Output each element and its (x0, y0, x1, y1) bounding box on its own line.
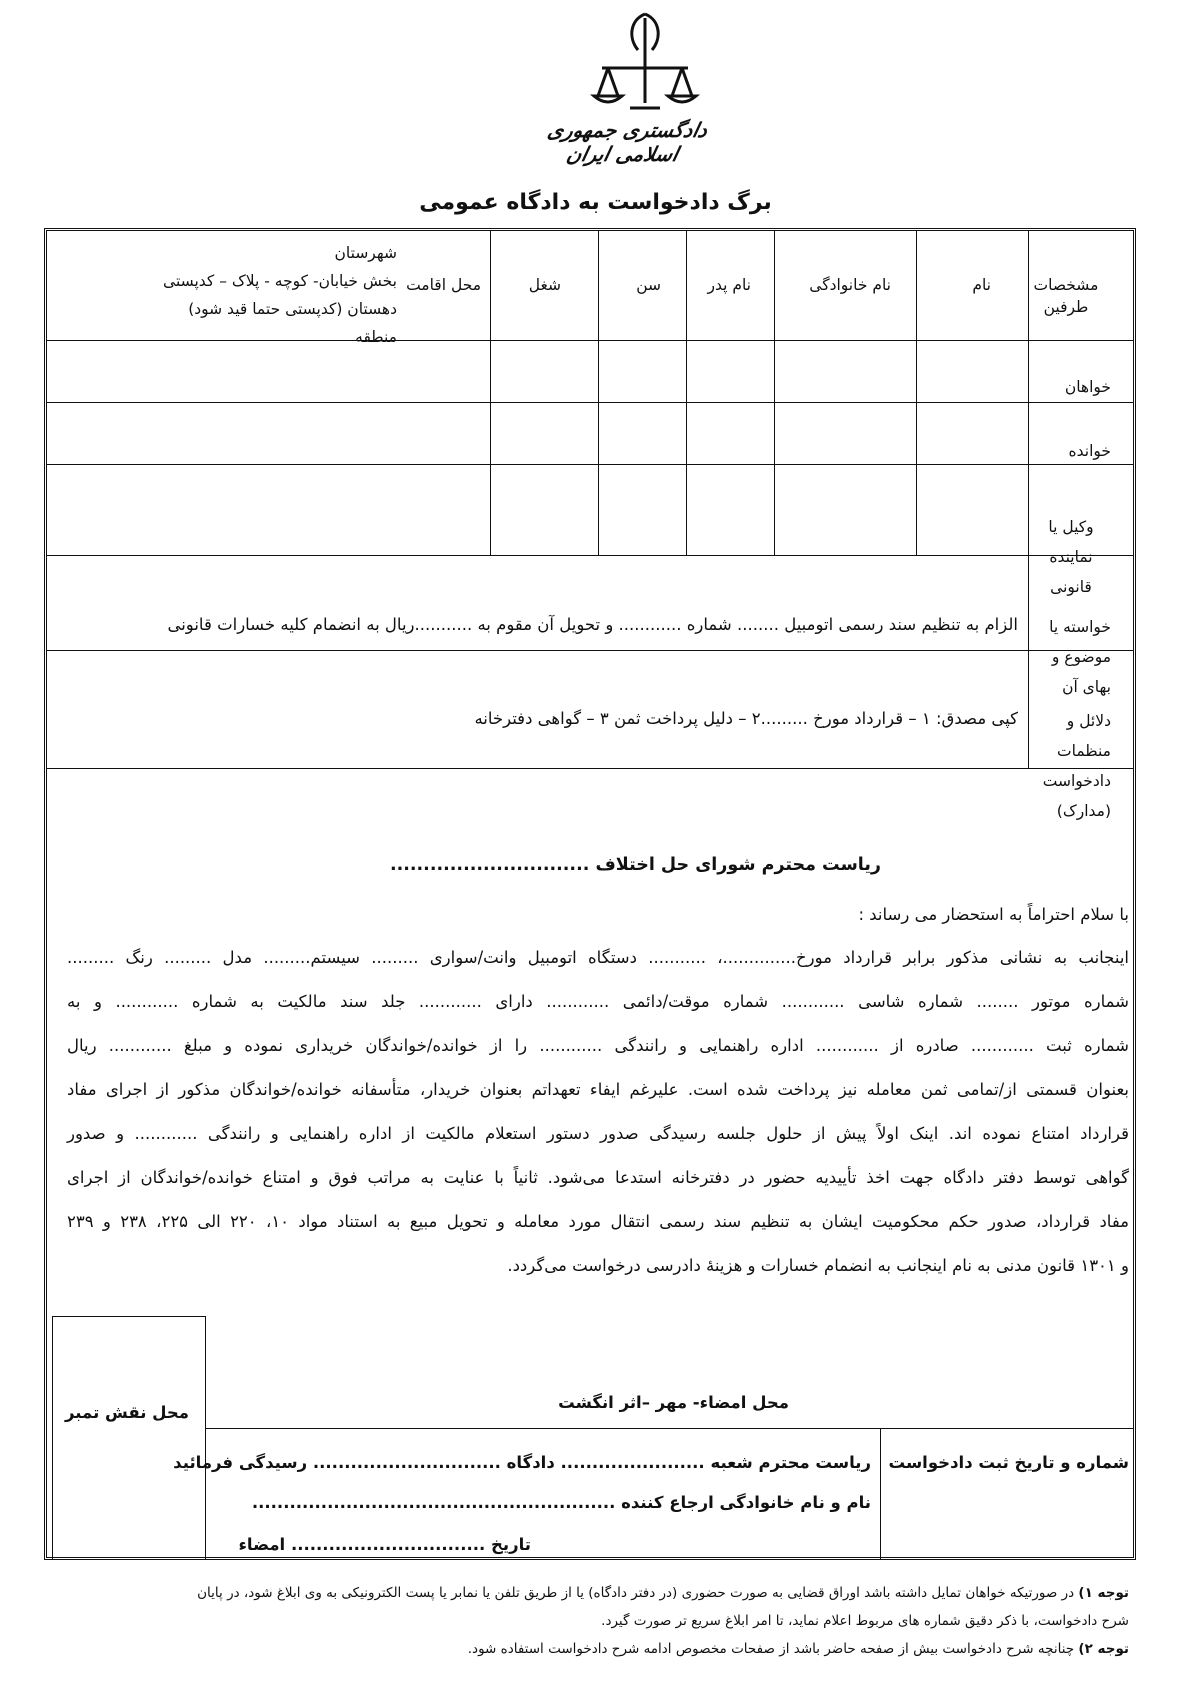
note-1-continued: شرح دادخواست، با ذکر دقیق شماره های مربوط اعلام نماید، تا امر ابلاغ سریع تر صورت گیرد. (601, 1613, 1129, 1629)
evidence-label: دلائل و منظمات دادخواست (مدارک) (1042, 712, 1111, 820)
letter-line: و ۱۳۰۱ قانون مدنی به نام اینجانب به انضمام خسارات و هزینهٔ دادرسی درخواست می‌گردد. (507, 1256, 1129, 1275)
row-divider (47, 464, 1133, 465)
form-title: برگ دادخواست به دادگاه عمومی (419, 190, 772, 215)
row-attorney-label: وکیل یا نماینده قانونی (1048, 518, 1094, 596)
judiciary-scales-emblem-icon (590, 8, 700, 118)
stamp-box-left (52, 1316, 53, 1560)
col-family-label: نام خانوادگی (809, 276, 891, 294)
letter-line: گواهی توسط دفتر دادگاه جهت اخذ تأییدیه حضور در دفترخانه استدعا می‌شود. ثانیاً با عنایت به مراتب فوق و امتناع خوانده/خواندگان از اجرای (67, 1168, 1129, 1187)
col-father-label: نام پدر (707, 276, 751, 294)
letter-line: قرارداد امتناع نموده اند. اینک اولاً پیش از حلول جلسه رسیدگی صدور دستور استعلام مالکیت از اداره راهنمایی و رانندگی ............ و صدور (67, 1124, 1129, 1143)
referral-line-3: تاریخ ............................... امضاء (238, 1535, 531, 1554)
row-divider (47, 650, 1133, 651)
claim-text: الزام به تنظیم سند رسمی اتومبیل ........ شماره ............ و تحویل آن مقوم به ...........ریال به انضمام کلیه خسارات قانونی (167, 615, 1018, 634)
signature-place-label: محل امضاء- مهر –اثر انگشت (558, 1393, 789, 1412)
col-job-label: شغل (528, 276, 561, 294)
letter-line: مفاد قرارداد، صدور حکم محکومیت ایشان به تنظیم سند رسمی انتقال مورد معامله و تحویل مبیع به استناد مواد ۱۰، ۲۲۰ الی ۲۲۵، ۲۳۸ و ۲۳۹ (67, 1212, 1130, 1231)
row-plaintiff-label: خواهان (1064, 378, 1111, 396)
form-frame (44, 228, 1136, 1560)
letter-line: شماره ثبت ............ صادره از ............ اداره راهنمایی و رانندگی ............ را از خوانده/خواندگان خریداری نموده و مبلغ ............ ریال (67, 1036, 1129, 1055)
letter-greeting: با سلام احتراماً به استحضار می رساند : (858, 905, 1129, 924)
registration-label: شماره و تاریخ ثبت دادخواست (888, 1453, 1129, 1472)
row-defendant-label: خوانده (1068, 442, 1111, 460)
note-2-label: توجه ۲) (1078, 1641, 1129, 1657)
stamp-box-right (205, 1316, 206, 1560)
evidence-text: کپی مصدق: ۱ – قرارداد مورخ .........۲ – دلیل پرداخت ثمن ۳ – گواهی دفترخانه (474, 709, 1018, 728)
column-divider (686, 231, 687, 555)
claim-label: خواسته یا موضوع و بهای آن (1049, 618, 1111, 696)
letter-line: بعنوان قسمتی از/تمامی ثمن معامله نیز پرداخت شده است. علیرغم ایفاء تعهداتم بعنوان خریدار، متأسفانه خوانده/خواندگان مذکور از اجرای مفاد (67, 1080, 1129, 1099)
col-name-label: نام (972, 276, 991, 294)
referral-line-1: ریاست محترم شعبه ....................... دادگاه .............................. رسیدگی فرمائید (173, 1453, 871, 1472)
note-2 (468, 1636, 1129, 1662)
letter-address: ریاست محترم شورای حل اختلاف .............................. (389, 855, 881, 875)
column-divider (598, 231, 599, 555)
column-divider (916, 231, 917, 555)
org-name: دادگستری جمهوری اسلامی ایران (545, 118, 710, 166)
col-specs-label: مشخصات طرفین (1033, 276, 1099, 316)
note-1-text: در صورتیکه خواهان تمایل داشته باشد اوراق قضایی به صورت حضوری (در دفتر دادگاه) یا از طریق تلفن یا نمابر یا پست الکترونیکی به وی ابلاغ شود، در پایان (197, 1585, 1079, 1601)
letter-line: شماره موتور ........ شماره شاسی ............ شماره موقت/دائمی ............ دارای ............ جلد سند مالکیت به شماره ............ و به (67, 992, 1129, 1011)
row-divider (47, 402, 1133, 403)
column-divider (774, 231, 775, 555)
registration-divider (880, 1428, 881, 1560)
col-age-label: سن (636, 276, 661, 294)
col-residence-details: شهرستان بخش خیابان- کوچه - پلاک – کدپستی دهستان (کدپستی حتما قید شود) منطقه (163, 244, 397, 346)
stamp-box-top (52, 1316, 206, 1317)
col-residence-label: محل اقامت (406, 276, 481, 294)
letter-line: اینجانب به نشانی مذکور برابر قرارداد مورخ..............، ........... دستگاه اتومبیل وانت/سواری ......... سیستم......... مدل ......... رنگ ......... (67, 948, 1129, 967)
note-1 (197, 1580, 1129, 1606)
referral-line-2: نام و نام خانوادگی ارجاع کننده .......................................................... (251, 1493, 871, 1512)
row-divider (47, 768, 1133, 769)
note-1-label: توجه ۱) (1078, 1585, 1129, 1601)
signature-divider (205, 1428, 1133, 1429)
column-divider (490, 231, 491, 555)
note-2-text: چنانچه شرح دادخواست بیش از صفحه حاضر باشد از صفحات مخصوص ادامه شرح دادخواست استفاده شود. (467, 1641, 1079, 1657)
row-divider (47, 555, 1133, 556)
stamp-place-label: محل نقش تمبر (65, 1403, 189, 1422)
